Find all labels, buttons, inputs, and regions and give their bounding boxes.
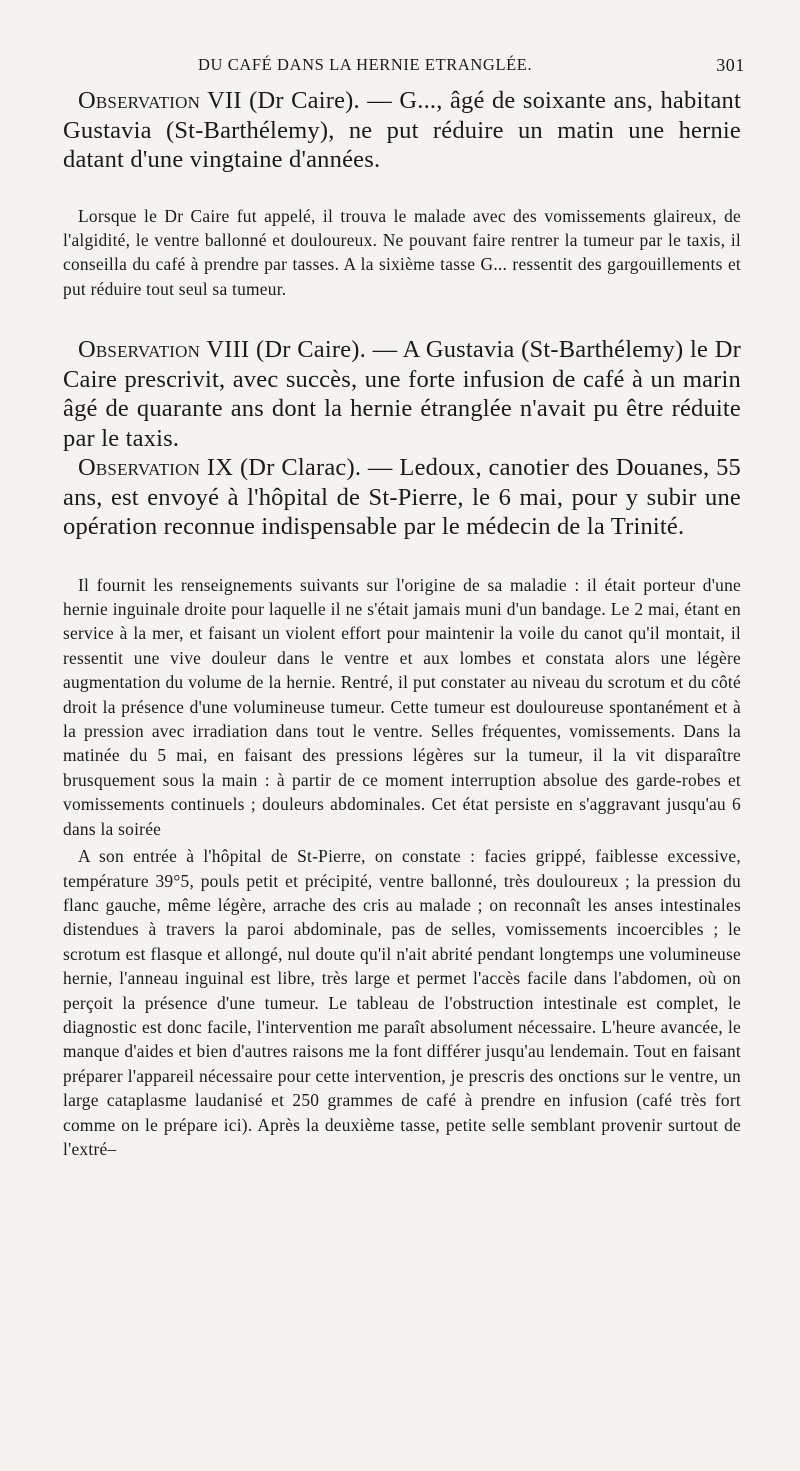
observation-text: (Dr Clarac). — Ledoux, canotier des Douanes, 55 ans, est envoyé à l'hôpital de St-Pierre, le 6 mai, pour y subir une opération reconnue indispensable par le médecin de la Trinité. — [63, 454, 741, 541]
observation-label: Observation — [78, 336, 201, 364]
observation-number: VIII — [200, 336, 250, 364]
running-head: DU CAFÉ DANS LA HERNIE ETRANGLÉE. — [198, 55, 533, 74]
observation-ix-history: Il fournit les renseignements suivants sur l'origine de sa maladie : il était porteur d'une hernie inguinale droite pour laquelle il ne s'était jamais muni d'un bandage. Le 2 mai, étant en service à la mer, et faisant un violent effort pour maintenir la voile du canot qu'il montait, il ressentit une vive douleur dans le ventre et aux lombes et constata alors une légère augmentation du volume de la hernie. Rentré, il put constater au niveau du scrotum et du côté droit la présence d'une volumineuse tumeur. Cette tumeur est douloureuse spontanément et à la pression avec irradiation dans tout le ventre. Selles fréquentes, vomissements. Dans la matinée du 5 mai, en faisant des pressions légères sur la tumeur, il la vit disparaître brusquement sous la main : à partir de ce moment interruption absolue des garde-robes et vomissements continuels ; douleurs abdominales. Cet état persiste en s'aggravant jusqu'au 6 dans la soirée — [63, 574, 741, 839]
observation-text: (Dr Caire). — G..., âgé de soixante ans, habitant Gustavia (St-Barthélemy), ne put réduire un matin une hernie datant d'une vingtaine d'années. — [63, 87, 742, 173]
page-body — [63, 86, 741, 1161]
observation-ix — [63, 453, 741, 542]
observation-ix-examination: A son entrée à l'hôpital de St-Pierre, on constate : facies grippé, faiblesse excessive, température 39°5, pouls petit et précipité, ventre ballonné, très douloureux ; la pression du flanc gauche, même légère, arrache des cris au malade ; on reconnaît les anses intestinales distendues à travers la paroi abdominale, pas de selles, vomissements incoercibles ; le scrotum est flasque et allongé, nul doute qu'il n'ait abrité pendant longtemps une volumineuse hernie, l'anneau inguinal est libre, très large et permet l'accès facile dans l'abdomen, où on perçoit la présence d'une tumeur. Le tableau de l'obstruction intestinale est complet, le diagnostic est donc facile, l'intervention me paraît absolument nécessaire. L'heure avancée, le manque d'aides et bien d'autres raisons me la font différer jusqu'au lendemain. Tout en faisant préparer l'appareil nécessaire pour cette intervention, je prescris des onctions sur le ventre, un large cataplasme laudanisé et 250 grammes de café à prendre en infusion (café très fort comme on le prépare ici). Après la deuxième tasse, petite selle semblant provenir surtout de l'extré– — [63, 846, 741, 1159]
observation-number: IX — [200, 454, 234, 482]
observation-vii-detail: Lorsque le Dr Caire fut appelé, il trouva le malade avec des vomissements glaireux, de l'algidité, le ventre ballonné et douloureux. Ne pouvant faire rentrer la tumeur par le taxis, il conseilla du café à prendre par tasses. A la sixième tasse G... ressentit des gargouillements et put réduire tout seul sa tumeur. — [63, 205, 741, 299]
observation-viii — [63, 335, 741, 453]
observation-vii — [63, 86, 741, 175]
observation-text: (Dr Caire). — A Gustavia (St-Barthélemy) le Dr Caire prescrivit, avec succès, une forte infusion de café à un marin âgé de quarante ans dont la hernie étranglée n'avait pu être réduite par le taxis. — [63, 336, 741, 452]
observation-number: VII — [200, 87, 242, 114]
observation-label: Observation — [78, 454, 201, 482]
observation-label: Observation — [78, 87, 201, 114]
page-header — [60, 55, 745, 81]
page-number: 301 — [716, 55, 745, 75]
